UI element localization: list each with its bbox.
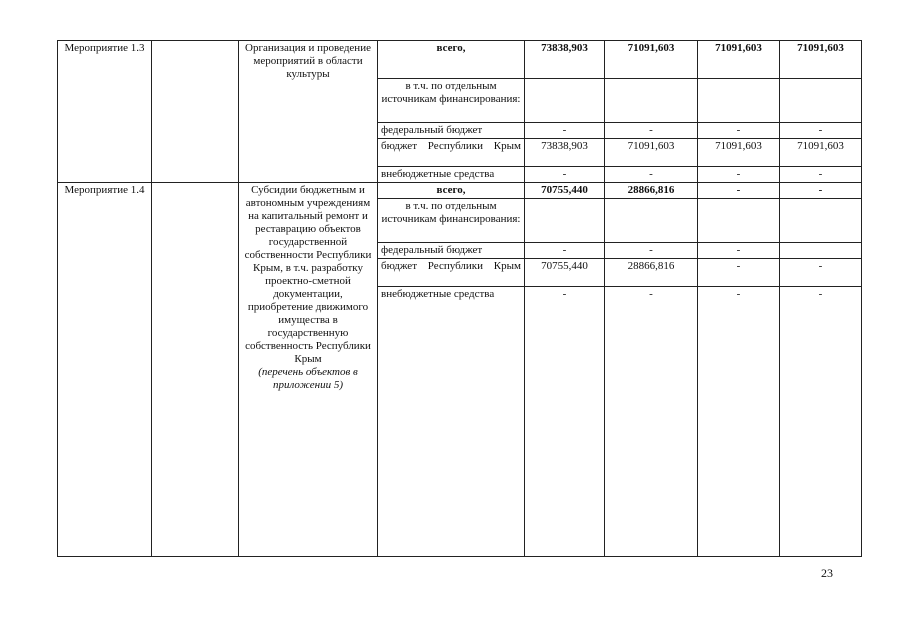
event-description-note: (перечень объектов в приложении 5) xyxy=(258,366,358,391)
source-subheading: в т.ч. по отдельным источникам финансирования: xyxy=(378,79,525,123)
source-subheading: в т.ч. по отдельным источникам финансирования: xyxy=(378,199,525,243)
value-cell: 71091,603 xyxy=(698,41,780,79)
empty-cell xyxy=(152,41,239,183)
value-cell: - xyxy=(698,259,780,287)
value-cell: - xyxy=(698,123,780,139)
source-regional xyxy=(378,139,525,167)
event-name: Мероприятие 1.3 xyxy=(64,42,145,54)
value-cell: 71091,603 xyxy=(780,139,862,167)
value-cell: - xyxy=(780,123,862,139)
value-cell: - xyxy=(780,167,862,183)
source-regional xyxy=(378,259,525,287)
value-cell: - xyxy=(605,287,698,557)
value-cell: - xyxy=(605,167,698,183)
event-description: Организация и проведение мероприятий в области культуры xyxy=(245,42,371,80)
source-regional-label: бюджет Республики Крым xyxy=(381,140,521,152)
value-cell: - xyxy=(780,259,862,287)
value-cell xyxy=(780,243,862,259)
value-cell: 28866,816 xyxy=(605,183,698,199)
page-number: 23 xyxy=(821,566,833,580)
table-row xyxy=(58,41,862,79)
value-cell xyxy=(525,199,605,243)
event-description: Субсидии бюджетным и автономным учреждениям на капитальный ремонт и реставрацию объектов государственной собственности Республики Крым, в т.ч. разработку проектно-сметной документации, приобретение движимого имущества в государственную собственность Республики Крым xyxy=(244,184,372,365)
event-description-cell xyxy=(239,183,378,557)
value-cell: - xyxy=(698,243,780,259)
value-cell: - xyxy=(780,287,862,557)
budget-table xyxy=(57,40,862,557)
value-cell: 70755,440 xyxy=(525,183,605,199)
value-cell: - xyxy=(605,123,698,139)
value-cell: - xyxy=(525,123,605,139)
value-cell xyxy=(780,199,862,243)
table-row xyxy=(58,183,862,199)
event-description-cell xyxy=(239,41,378,183)
value-cell xyxy=(698,79,780,123)
value-cell xyxy=(525,79,605,123)
value-cell: - xyxy=(698,287,780,557)
value-cell: - xyxy=(780,183,862,199)
source-regional-label: бюджет Республики Крым xyxy=(381,260,521,272)
value-cell: - xyxy=(605,243,698,259)
value-cell: - xyxy=(525,167,605,183)
value-cell: 71091,603 xyxy=(698,139,780,167)
value-cell: - xyxy=(525,287,605,557)
value-cell: - xyxy=(698,183,780,199)
value-cell: 71091,603 xyxy=(605,139,698,167)
value-cell xyxy=(698,199,780,243)
source-total: всего, xyxy=(378,41,525,79)
event-name-cell xyxy=(58,41,152,183)
source-federal: федеральный бюджет xyxy=(378,243,525,259)
value-cell: 73838,903 xyxy=(525,139,605,167)
value-cell: 73838,903 xyxy=(525,41,605,79)
value-cell: - xyxy=(525,243,605,259)
source-extrabudgetary: внебюджетные средства xyxy=(378,287,525,557)
empty-cell xyxy=(152,183,239,557)
value-cell xyxy=(605,199,698,243)
value-cell: 70755,440 xyxy=(525,259,605,287)
source-federal: федеральный бюджет xyxy=(378,123,525,139)
event-name-cell xyxy=(58,183,152,557)
value-cell xyxy=(605,79,698,123)
value-cell xyxy=(780,79,862,123)
value-cell: 28866,816 xyxy=(605,259,698,287)
event-name: Мероприятие 1.4 xyxy=(64,184,145,196)
value-cell: - xyxy=(698,167,780,183)
source-total: всего, xyxy=(378,183,525,199)
value-cell: 71091,603 xyxy=(605,41,698,79)
source-extrabudgetary: внебюджетные средства xyxy=(378,167,525,183)
value-cell: 71091,603 xyxy=(780,41,862,79)
